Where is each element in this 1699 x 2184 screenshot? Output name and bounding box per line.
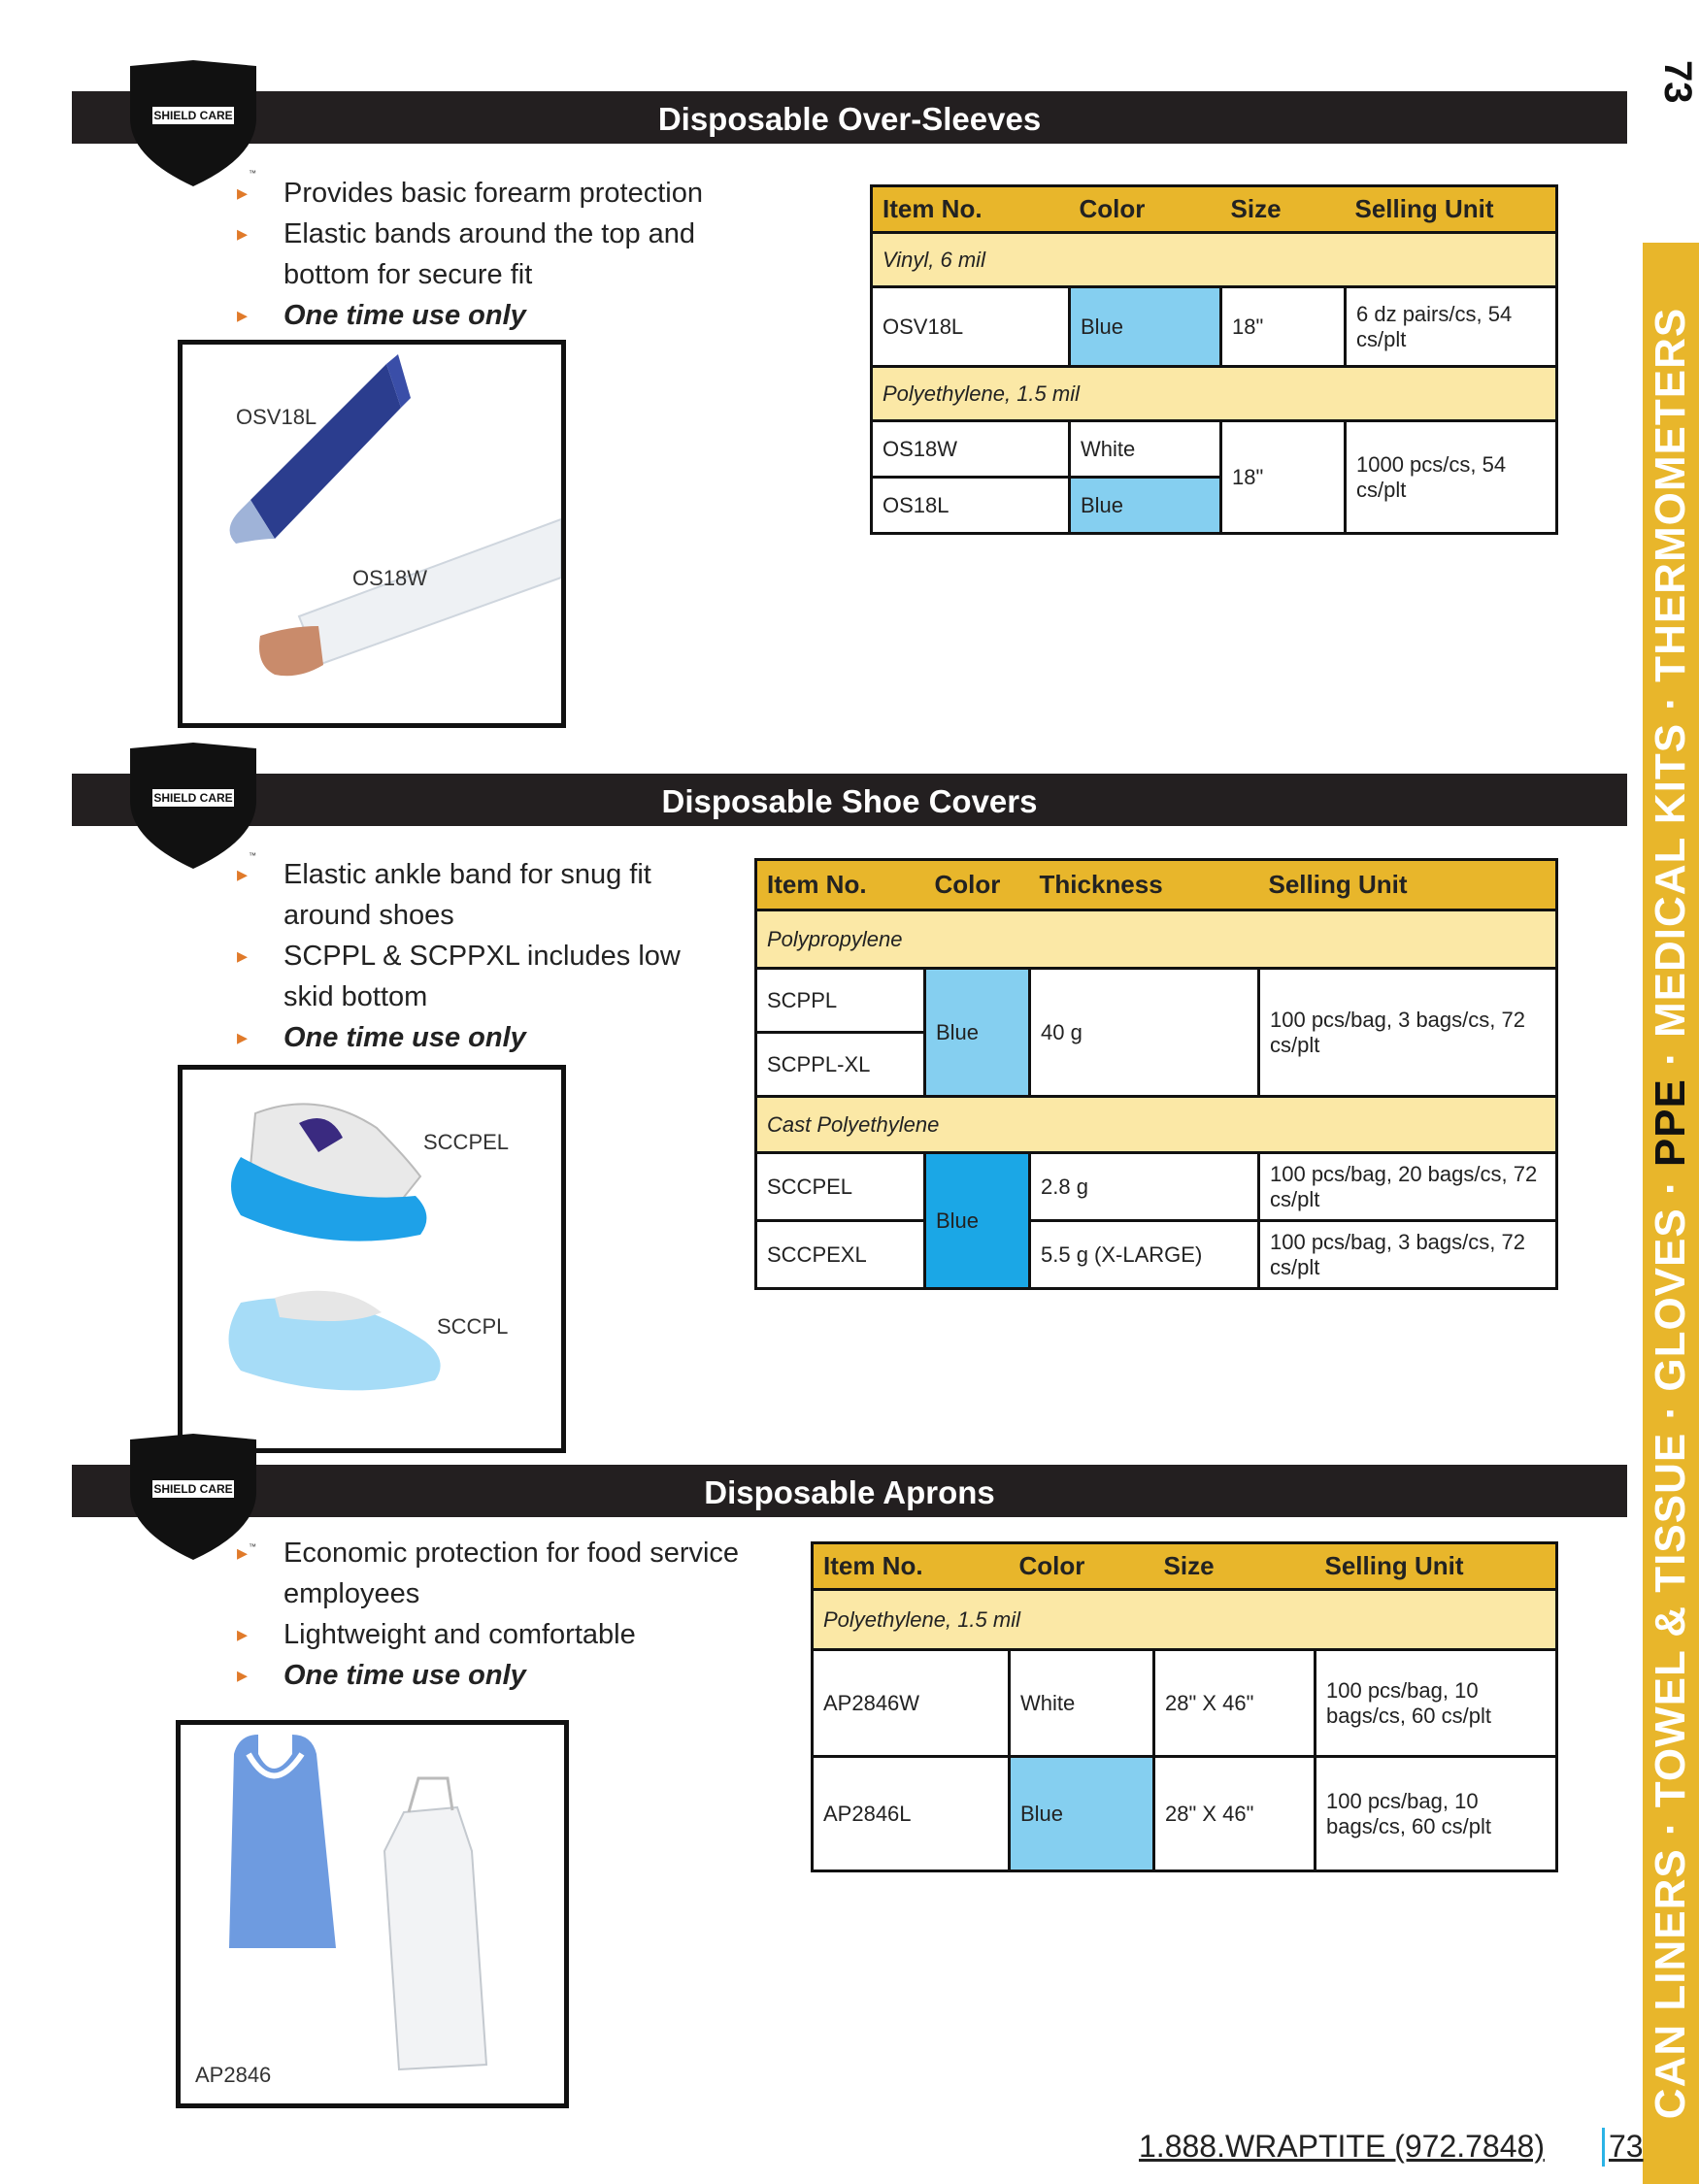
- table-row: [756, 1221, 1557, 1289]
- group-row: Cast Polyethylene: [756, 1097, 1557, 1153]
- footer-page-number: 73: [1609, 2129, 1644, 2164]
- cell-item: SCPPL: [756, 969, 925, 1033]
- shield-care-logo: SHIELD CARE ™: [111, 60, 276, 192]
- feature-item: ▸ One time use only: [237, 1017, 713, 1058]
- cell-unit: 100 pcs/bag, 3 bags/cs, 72 cs/plt: [1259, 1221, 1557, 1289]
- col-header-size: Size: [1221, 186, 1346, 233]
- cell-color: Blue: [925, 969, 1030, 1097]
- product-photo-shoes: [178, 1065, 566, 1453]
- col-header-unit: Selling Unit: [1316, 1543, 1557, 1590]
- cell-color: Blue: [1070, 478, 1221, 534]
- footer-separator: [1602, 2128, 1605, 2167]
- group-row: Polyethylene, 1.5 mil: [872, 367, 1557, 421]
- shield-care-logo: SHIELD CARE ™: [111, 743, 276, 875]
- shoe-covers-illustration: [183, 1070, 561, 1448]
- spec-table-aprons: [811, 1541, 1558, 1872]
- footer-phone-link[interactable]: 1.888.WRAPTITE (972.7848): [1139, 2129, 1545, 2164]
- feature-item: ▸ Lightweight and comfortable: [237, 1614, 800, 1655]
- col-header-item: Item No.: [813, 1543, 1010, 1590]
- col-header-size: Size: [1154, 1543, 1316, 1590]
- col-header-color: Color: [1070, 186, 1221, 233]
- feature-list-sleeves: [237, 173, 761, 336]
- photo-label: SCCPL: [437, 1314, 509, 1339]
- shield-care-label: SHIELD CARE: [153, 791, 233, 805]
- col-header-unit: Selling Unit: [1259, 860, 1557, 910]
- table-row: [872, 287, 1557, 367]
- cell-color: Blue: [925, 1153, 1030, 1289]
- shield-care-label: SHIELD CARE: [153, 1482, 233, 1496]
- section-header-shoes: [72, 774, 1627, 826]
- cell-item: AP2846L: [813, 1757, 1010, 1871]
- cell-item: OSV18L: [872, 287, 1070, 367]
- photo-label: SCCPEL: [423, 1130, 510, 1154]
- cell-item: SCCPEL: [756, 1153, 925, 1221]
- col-header-color: Color: [925, 860, 1030, 910]
- cell-unit: 100 pcs/bag, 20 bags/cs, 72 cs/plt: [1259, 1153, 1557, 1221]
- group-row: Polypropylene: [756, 910, 1557, 969]
- feature-list-aprons: [237, 1533, 800, 1696]
- cell-thickness: 40 g: [1030, 969, 1259, 1097]
- category-ppe[interactable]: PPE: [1647, 1078, 1694, 1168]
- section-title-shoes: Disposable Shoe Covers: [661, 783, 1038, 819]
- cell-color: Blue: [1070, 287, 1221, 367]
- cell-size: 18": [1221, 287, 1346, 367]
- cell-size: 18": [1221, 421, 1346, 534]
- feature-item: ▸ Elastic bands around the top and bottom for secure fit: [237, 214, 761, 295]
- cell-item: SCCPEXL: [756, 1221, 925, 1289]
- cell-item: OS18L: [872, 478, 1070, 534]
- cell-item: SCPPL-XL: [756, 1033, 925, 1097]
- category-medical-kits[interactable]: MEDICAL KITS: [1647, 722, 1694, 1039]
- feature-item: ▸ One time use only: [237, 295, 761, 336]
- col-header-color: Color: [1010, 1543, 1154, 1590]
- feature-item: ▸ One time use only: [237, 1655, 800, 1696]
- cell-item: AP2846W: [813, 1650, 1010, 1757]
- shield-care-label: SHIELD CARE: [153, 109, 233, 122]
- col-header-unit: Selling Unit: [1346, 186, 1557, 233]
- cell-color: White: [1070, 421, 1221, 478]
- cell-unit: 100 pcs/bag, 3 bags/cs, 72 cs/plt: [1259, 969, 1557, 1097]
- sleeves-illustration: [183, 345, 561, 723]
- photo-label: AP2846: [195, 2063, 272, 2087]
- photo-label: OS18W: [352, 566, 428, 590]
- cell-color: Blue: [1010, 1757, 1154, 1871]
- cell-unit: 100 pcs/bag, 10 bags/cs, 60 cs/plt: [1316, 1757, 1557, 1871]
- col-header-item: Item No.: [756, 860, 925, 910]
- cell-size: 28" X 46": [1154, 1650, 1316, 1757]
- spec-table-sleeves: [870, 184, 1558, 535]
- cell-size: 28" X 46": [1154, 1757, 1316, 1871]
- category-side-text: CAN LINERS · TOWEL & TISSUE · GLOVES · PPE · MEDICAL KITS · THERMOMETERS: [1647, 307, 1694, 2120]
- feature-list-shoes: [237, 854, 713, 1058]
- group-row: Polyethylene, 1.5 mil: [813, 1590, 1557, 1650]
- col-header-thickness: Thickness: [1030, 860, 1259, 910]
- section-header-aprons: [72, 1465, 1627, 1517]
- section-title-aprons: Disposable Aprons: [704, 1474, 995, 1510]
- table-row: [813, 1650, 1557, 1757]
- table-row: [813, 1757, 1557, 1871]
- page-number-top: 73: [1656, 60, 1699, 104]
- table-row: [872, 421, 1557, 478]
- cell-color: White: [1010, 1650, 1154, 1757]
- cell-unit: 100 pcs/bag, 10 bags/cs, 60 cs/plt: [1316, 1650, 1557, 1757]
- feature-item: ▸ Elastic ankle band for snug fit around shoes: [237, 854, 713, 936]
- shield-care-logo: SHIELD CARE ™: [111, 1434, 276, 1566]
- cell-item: OS18W: [872, 421, 1070, 478]
- category-thermometers[interactable]: THERMOMETERS: [1647, 307, 1694, 682]
- feature-item: ▸ Provides basic forearm protection: [237, 173, 761, 214]
- product-photo-aprons: [176, 1720, 569, 2108]
- category-towel-tissue[interactable]: TOWEL & TISSUE: [1647, 1432, 1694, 1808]
- category-can-liners[interactable]: CAN LINERS: [1647, 1848, 1694, 2120]
- cell-unit: 1000 pcs/cs, 54 cs/plt: [1346, 421, 1557, 534]
- section-header-sleeves: [72, 91, 1627, 144]
- product-photo-sleeves: [178, 340, 566, 728]
- feature-item: ▸ SCPPL & SCPPXL includes low skid bottom: [237, 936, 713, 1017]
- photo-label: OSV18L: [236, 405, 317, 429]
- feature-item: ▸ Economic protection for food service employees: [237, 1533, 800, 1614]
- cell-unit: 6 dz pairs/cs, 54 cs/plt: [1346, 287, 1557, 367]
- table-row: [756, 1153, 1557, 1221]
- cell-thickness: 2.8 g: [1030, 1153, 1259, 1221]
- spec-table-shoes: [754, 858, 1558, 1290]
- category-gloves[interactable]: GLOVES: [1647, 1208, 1694, 1392]
- group-row: Vinyl, 6 mil: [872, 233, 1557, 287]
- col-header-item: Item No.: [872, 186, 1070, 233]
- section-title-sleeves: Disposable Over-Sleeves: [657, 101, 1042, 137]
- table-row: [756, 969, 1557, 1033]
- aprons-illustration: [181, 1725, 564, 2103]
- cell-thickness: 5.5 g (X-LARGE): [1030, 1221, 1259, 1289]
